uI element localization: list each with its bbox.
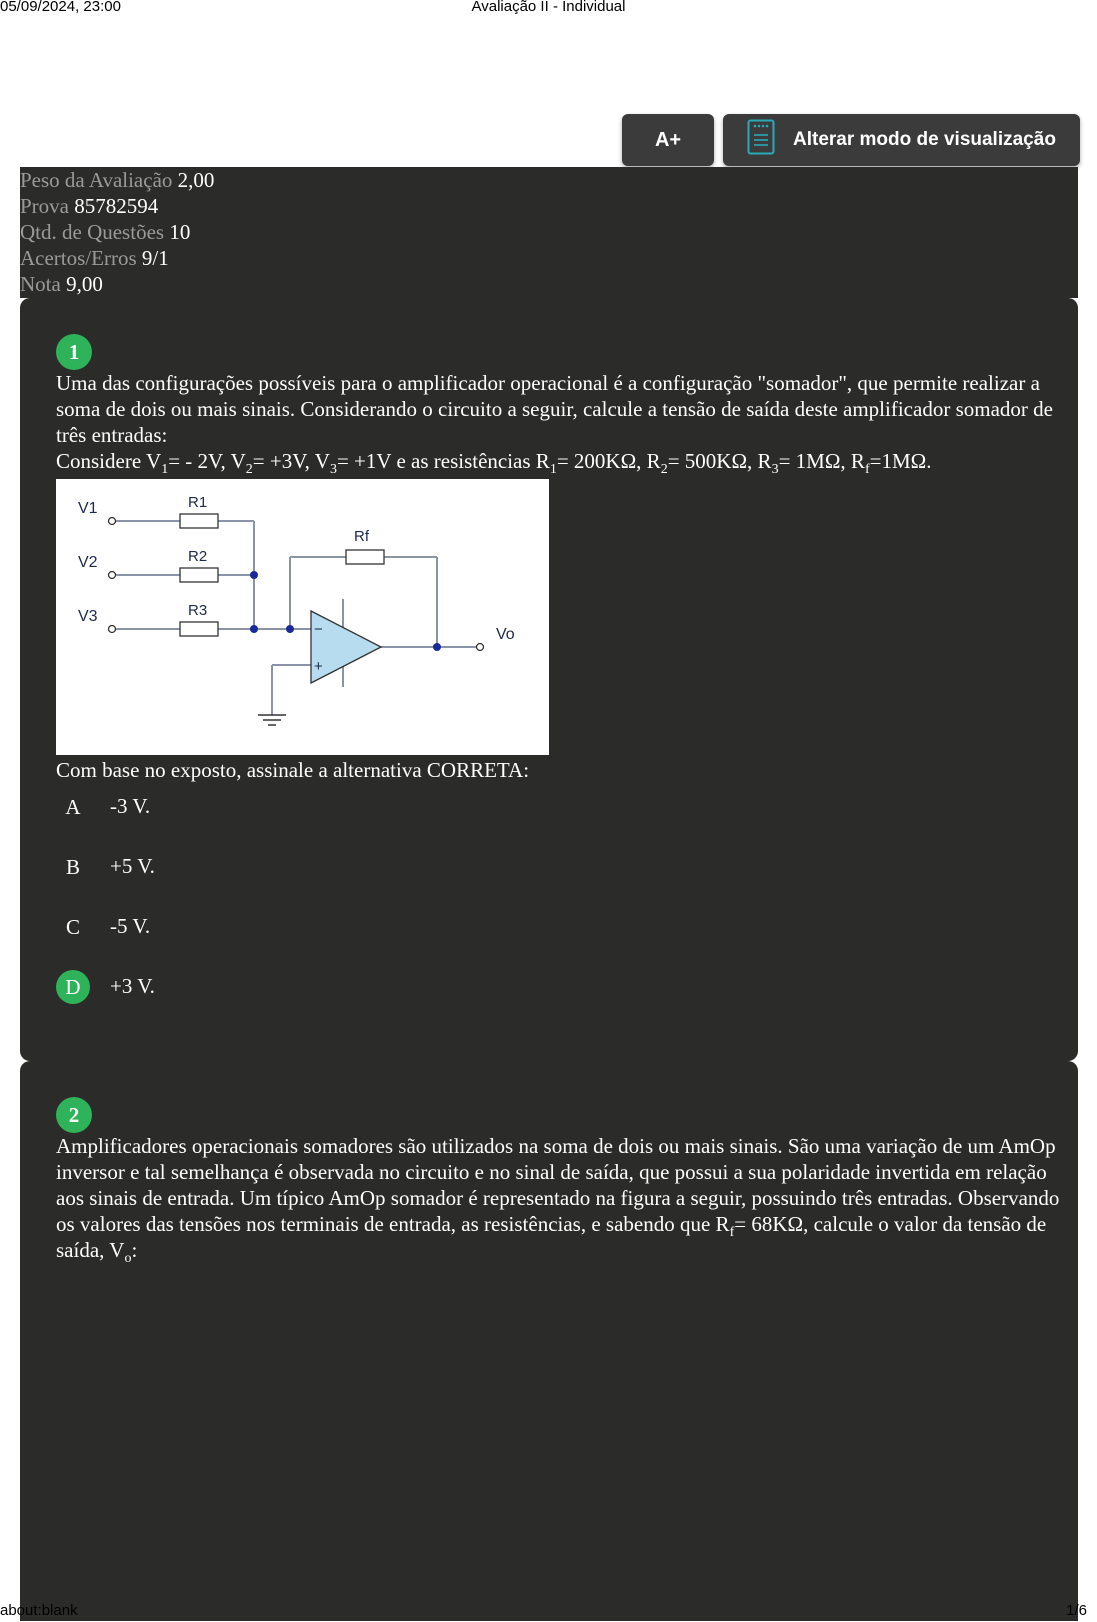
change-view-mode-button[interactable] — [723, 114, 1080, 166]
change-view-mode-label: Alterar modo de visualização — [793, 129, 1056, 150]
summary-label: Acertos/Erros — [20, 246, 137, 270]
option-d[interactable] — [56, 970, 656, 1004]
summary-value: 9,00 — [66, 272, 103, 296]
circuit-label-plus: + — [314, 658, 323, 675]
exam-summary — [20, 167, 1078, 298]
question-statement: Amplificadores operacionais somadores são utilizados na soma de dois ou mais sinais. São uma variação de um AmOp inversor e tal semelhança é observada no circuito e no sinal de saída, que possui a sua polaridade invertida em relação aos sinais de entrada. Um típico AmOp somador é representado na figura a seguir, possuindo três entradas. Observando os valores das tensões nos terminais de entrada, as resistências, e sabendo que $R_f= 68K\Omega$, calcule o valor da tensão de saída, $V_o$: — [56, 1134, 1060, 1267]
summary-row-weight — [20, 167, 1078, 193]
print-url: about:blank — [0, 1602, 78, 1619]
question-number-badge: 1 — [56, 334, 92, 370]
question-card-1 — [20, 298, 1078, 1061]
summary-value: 9/1 — [141, 246, 169, 270]
question-text — [56, 370, 1066, 478]
summary-value: 10 — [169, 220, 191, 244]
option-text: -5 V. — [110, 914, 151, 938]
option-letter: B — [65, 854, 80, 879]
option-letter: A — [65, 794, 81, 819]
font-size-button[interactable] — [622, 114, 714, 166]
circuit-label-r1: R1 — [188, 494, 208, 511]
summary-value: 2,00 — [177, 168, 215, 192]
summary-label: Qtd. de Questões — [20, 220, 165, 244]
font-size-button-label: A+ — [654, 128, 682, 151]
circuit-label-r2: R2 — [188, 548, 208, 565]
option-text: -3 V. — [110, 794, 151, 818]
option-c[interactable] — [56, 910, 656, 944]
circuit-label-v2: V2 — [78, 554, 98, 571]
circuit-label-vo: Vo — [496, 626, 515, 643]
question-prompt: Com base no exposto, assinale a alternativa CORRETA: — [56, 758, 530, 782]
question-card-2 — [20, 1061, 1078, 1621]
print-datetime: 05/09/2024, 23:00 — [0, 0, 121, 15]
circuit-label-v1: V1 — [78, 500, 98, 517]
circuit-label-v3: V3 — [78, 608, 98, 625]
question-given-values: Considere $V_1= - 2V$, $V_2= +3V$, $V_3= +1V$ e as resistências $R_1= 200K\Omega$, $R_2= 500K\Omega$, $R_3= 1M\Omega$, $R_f=1M\Omega$. — [56, 449, 932, 478]
question-text — [56, 1133, 1066, 1267]
circuit-label-minus: − — [314, 621, 323, 638]
option-text: +5 V. — [110, 854, 155, 878]
summary-row-hits-errors — [20, 245, 1078, 271]
summary-label: Nota — [20, 272, 61, 296]
summary-row-question-count — [20, 219, 1078, 245]
option-a[interactable] — [56, 790, 656, 824]
question-intro: Uma das configurações possíveis para o amplificador operacional é a configuração "somador", que permite realizar a soma de dois ou mais sinais. Considerando o circuito a seguir, calcule a tensão de saída deste amplificador somador de três entradas: — [56, 371, 1053, 447]
option-letter: C — [65, 914, 80, 939]
question-number-badge: 2 — [56, 1097, 92, 1133]
print-page-number: 1/6 — [1066, 1602, 1087, 1619]
summary-row-grade — [20, 271, 1078, 297]
summary-value: 85782594 — [74, 194, 159, 218]
option-text: +3 V. — [110, 974, 155, 998]
summary-row-exam — [20, 193, 1078, 219]
option-letter-correct: D — [56, 970, 90, 1004]
summary-label: Prova — [20, 194, 69, 218]
print-header — [0, 0, 1097, 18]
circuit-label-r3: R3 — [188, 602, 208, 619]
summing-amplifier-circuit-figure — [56, 479, 549, 755]
print-doc-title: Avaliação II - Individual — [471, 0, 626, 15]
option-b[interactable] — [56, 850, 656, 884]
document-icon — [747, 119, 775, 161]
summary-label: Peso da Avaliação — [20, 168, 173, 192]
circuit-label-rf: Rf — [354, 528, 369, 545]
print-footer — [0, 1602, 1097, 1622]
